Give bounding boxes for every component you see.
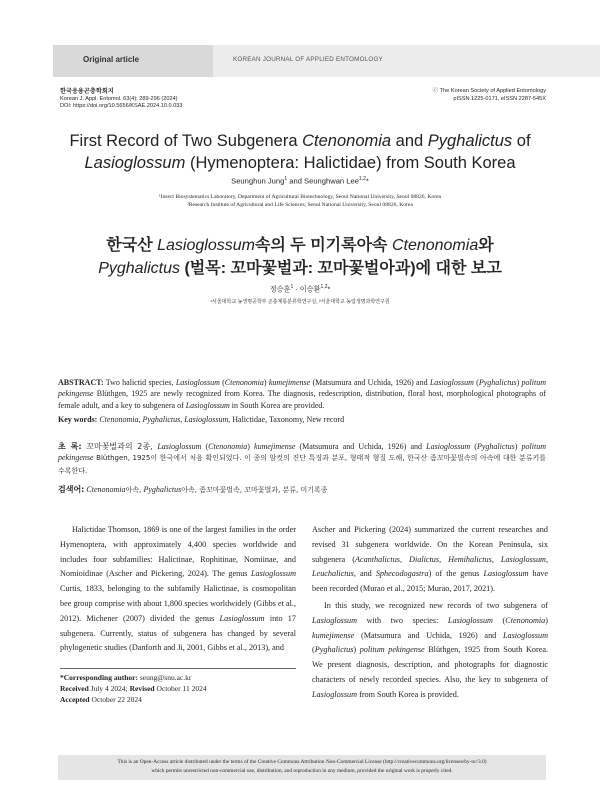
license-line-2: which permits unrestricted non-commercial use, distribution, and reproduction in any medium, provided the original work is properly cited. [151,767,453,774]
intro-paragraph-1-continued: Ascher and Pickering (2024) summarized the current researches and revised 31 subgenera worldwide. On the Korean Peninsula, six subgenera (Acanthalictus, Dialictus, Hemihalictus, Lasioglossum, Leuchalictus, and Sphecodogastra) of the genus Lasioglossum have been recorded (Murao et al., 2015; Murao, 2017, 2021). [312,525,548,594]
body-column-left [60,523,296,656]
society-block [400,88,546,103]
license-line-1: This is an Open-Access article distributed under the terms of the Creative Commons Attribution Non-Commercial License (http://creativecommons.org/licenses/by-nc/3.0) [117,759,487,765]
authors: Seunghun Jung$^1$ and Seunghwan Lee$^{1,2}$* [231,176,369,186]
footnote-divider [60,668,296,669]
citation-block [60,88,183,111]
journal-korean: 한국응용곤충학회지 [60,88,114,95]
corresponding-author: *Corresponding author: seung@snu.ac.kr [60,673,192,682]
author-email[interactable]: seung@snu.ac.kr [138,673,192,682]
license-box [58,755,546,780]
affiliation-2: ²Research Institute of Agricultural and Life Sciences, Seoul National University, Seoul 08826, Korea [187,202,413,208]
korean-affiliations: ¹서울대학교 농생명공학부 곤충계통분류학연구실, ²서울대학교 농업생명과학연구원 [210,299,390,305]
journal-name: KOREAN JOURNAL OF APPLIED ENTOMOLOGY [233,56,383,63]
article-type-tab [53,45,213,77]
korean-authors: 정승훈$^1$ · 이승환$^{1,2}$* [269,284,331,294]
affiliation-1: ¹Insect Biosystematics Laboratory, Department of Agricultural Biotechnology, Seoul National University, Seoul 08826, Korea [158,194,442,200]
intro-paragraph-2: In this study, we recognized new records of two subgenera of Lasioglossum with two species: Lasioglossum (Ctenonomia) kumejimense (Matsumura and Uchida, 1926) and Lasioglossum (Pyghalictus) politum pekingense Blüthgen, 1925 from South Korea. We present diagnosis, description, and photographs for diagnostic characters of newly recorded species. Also, the key to subgenera of Lasioglossum from South Korea is provided. [312,600,549,699]
korean-keywords: 검색어: Ctenonomia아속, Pyghalictus아속, 좀꼬마꽃벌속, 꼬마꽃벌과, 분류, 미기록종 [58,485,328,494]
journal-header-bar [0,45,600,77]
intro-paragraph-1: Halictidae Thomson, 1869 is one of the largest families in the order Hymenoptera, with approximately 4,400 species worldwide and includes four subfamilies: Halictinae, Rophitinae, Nomiinae, and Nomioidinae (Ascher and Pickering, 2024). The genus Lasioglossum Curtis, 1833, belonging to the subfamily Halictinae, is cosmopolitan bee group comprise with about 1,800 species worldwidely (Gibbs et al., 2012). Michener (2007) divided the genus Lasioglossum into 17 subgenera. Currently, status of subgenera has changed by several phylogenetic studies (Danforth and Ji, 2001, Gibbs et al., 2013), and [60,525,296,653]
society: ⓒ The Korean Society of Applied Entomology [432,88,546,94]
keywords: Key words: Ctenonomia, Pyghalictus, Lasioglossum, Halictidae, Taxonomy, New record [58,415,345,424]
accepted-date: Accepted October 22 2024 [60,695,142,704]
doi-link[interactable]: DOI: https://doi.org/10.5656/KSAE.2024.10.0.033 [60,103,183,109]
correspondence-block [60,672,296,705]
body-column-right [312,523,548,703]
issn: pISSN 1225-0171, eISSN 2287-545X [453,95,546,102]
affiliations [0,193,600,209]
paper-title: First Record of Two Subgenera Ctenonomia and Pyghalictus of Lasioglossum (Hymenoptera: Halictidae) from South Korea [69,132,531,172]
journal-name-band [213,45,600,77]
abstract: ABSTRACT: Two halictid species, Lasioglossum (Ctenonomia) kumejimense (Matsumura and Uchida, 1926) and Lasioglossum (Pyghalictus) politum pekingense Blüthgen, 1925 are newly recognized from Korea. The diagnosis, redescription, distribution, floral host, morphological photographs of female adult, and a key to subgenera of Lasioglossum in South Korea are provided. [58,378,546,410]
received-revised: Received July 4 2024; Revised October 11 2024 [60,684,207,693]
article-type: Original article [83,55,140,64]
korean-title: 한국산 Lasioglossum속의 두 미기록아속 Ctenonomia와 Pyghalictus (벌목: 꼬마꽃벌과: 꼬마꽃벌아과)에 대한 보고 [98,237,502,277]
citation: Korean J. Appl. Entomol. 63(4): 289-296 (2024) [60,95,178,102]
korean-abstract: 초 록: 꼬마꽃벌과의 2종, Lasioglossum (Ctenonomia) kumejimense (Matsumura and Uchida, 1926) and Lasioglossum (Pyghalictus) politum pekingense Blüthgen, 1925이 한국에서 처음 확인되었다. 이 종의 암컷의 진단 특징과 분포, 형태적 형질 도해, 한국산 좀꼬마꽃벌속의 아속에 대한 분류키를 수록한다. [58,442,546,475]
